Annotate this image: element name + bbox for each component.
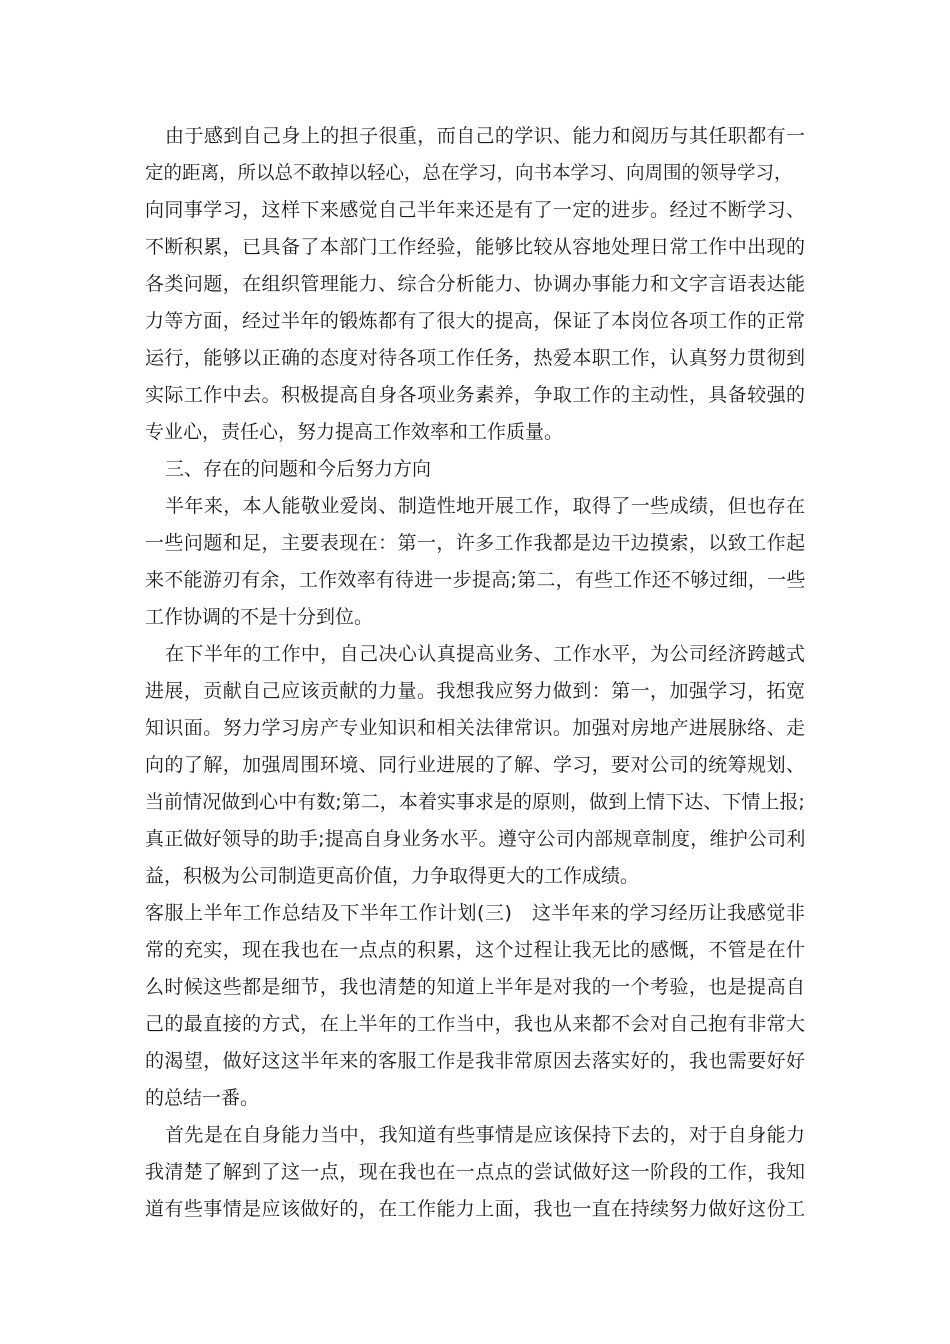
text-line: 么时候这些都是细节，我也清楚的知道上半年是对我的一个考验，也是提高自 [145, 976, 806, 998]
text-line: 的总结一番。 [145, 1087, 260, 1109]
text-line: 知识面。努力学习房产专业知识和相关法律常识。加强对房地产进展脉络、走 [145, 717, 806, 739]
text-line: 首先是在自身能力当中，我知道有些事情是应该保持下去的，对于自身能力 [165, 1124, 806, 1146]
text-line: 己的最直接的方式，在上半年的工作当中，我也从来都不会对自己抱有非常大 [145, 1013, 806, 1035]
text-line: 常的充实，现在我也在一点点的积累，这个过程让我无比的感慨，不管是在什 [145, 939, 806, 961]
text-line: 在下半年的工作中，自己决心认真提高业务、工作水平，为公司经济跨越式 [165, 643, 806, 665]
text-line: 当前情况做到心中有数;第二，本着实事求是的原则，做到上情下达、下情上报; [145, 791, 805, 813]
text-line: 我清楚了解到了这一点，现在我也在一点点的尝试做好这一阶段的工作，我知 [145, 1161, 806, 1183]
text-line: 向同事学习，这样下来感觉自己半年来还是有了一定的进步。经过不断学习、 [145, 199, 806, 221]
text-line: 工作协调的不是十分到位。 [145, 606, 374, 628]
text-line: 的渴望，做好这这半年来的客服工作是我非常原因去落实好的，我也需要好好 [145, 1050, 806, 1072]
text-line: 三、存在的问题和今后努力方向 [165, 458, 432, 480]
text-line: 道有些事情是应该做好的，在工作能力上面，我也一直在持续努力做好这份工 [145, 1198, 806, 1220]
text-line: 实际工作中去。积极提高自身各项业务素养，争取工作的主动性，具备较强的 [145, 384, 806, 406]
text-line: 各类问题，在组织管理能力、综合分析能力、协调办事能力和文字言语表达能 [145, 273, 806, 295]
text-line: 益，积极为公司制造更高价值，力争取得更大的工作成绩。 [145, 865, 640, 887]
text-line: 运行，能够以正确的态度对待各项工作任务，热爱本职工作，认真努力贯彻到 [145, 347, 806, 369]
text-line: 客服上半年工作总结及下半年工作计划(三) 这半年来的学习经历让我感觉非 [145, 902, 806, 924]
text-line: 不断积累，已具备了本部门工作经验，能够比较从容地处理日常工作中出现的 [145, 236, 806, 258]
text-line: 定的距离，所以总不敢掉以轻心，总在学习，向书本学习、向周围的领导学习， [145, 163, 793, 184]
text-line: 由于感到自己身上的担子很重，而自己的学识、能力和阅历与其任职都有一 [165, 125, 806, 147]
text-line: 专业心，责任心，努力提高工作效率和工作质量。 [145, 421, 564, 443]
text-line: 向的了解，加强周围环境、同行业进展的了解、学习，要对公司的统筹规划、 [145, 754, 806, 776]
text-line: 力等方面，经过半年的锻炼都有了很大的提高，保证了本岗位各项工作的正常 [145, 310, 806, 332]
text-line: 真正做好领导的助手;提高自身业务水平。遵守公司内部规章制度，维护公司利 [145, 828, 806, 850]
text-line: 进展，贡献自己应该贡献的力量。我想我应努力做到：第一，加强学习，拓宽 [145, 680, 806, 702]
text-line: 半年来，本人能敬业爱岗、制造性地开展工作，取得了一些成绩，但也存在 [165, 495, 806, 517]
text-line: 来不能游刃有余，工作效率有待进一步提高;第二，有些工作还不够过细，一些 [145, 569, 806, 591]
text-line: 一些问题和足，主要表现在：第一，许多工作我都是边干边摸索，以致工作起 [145, 532, 806, 554]
